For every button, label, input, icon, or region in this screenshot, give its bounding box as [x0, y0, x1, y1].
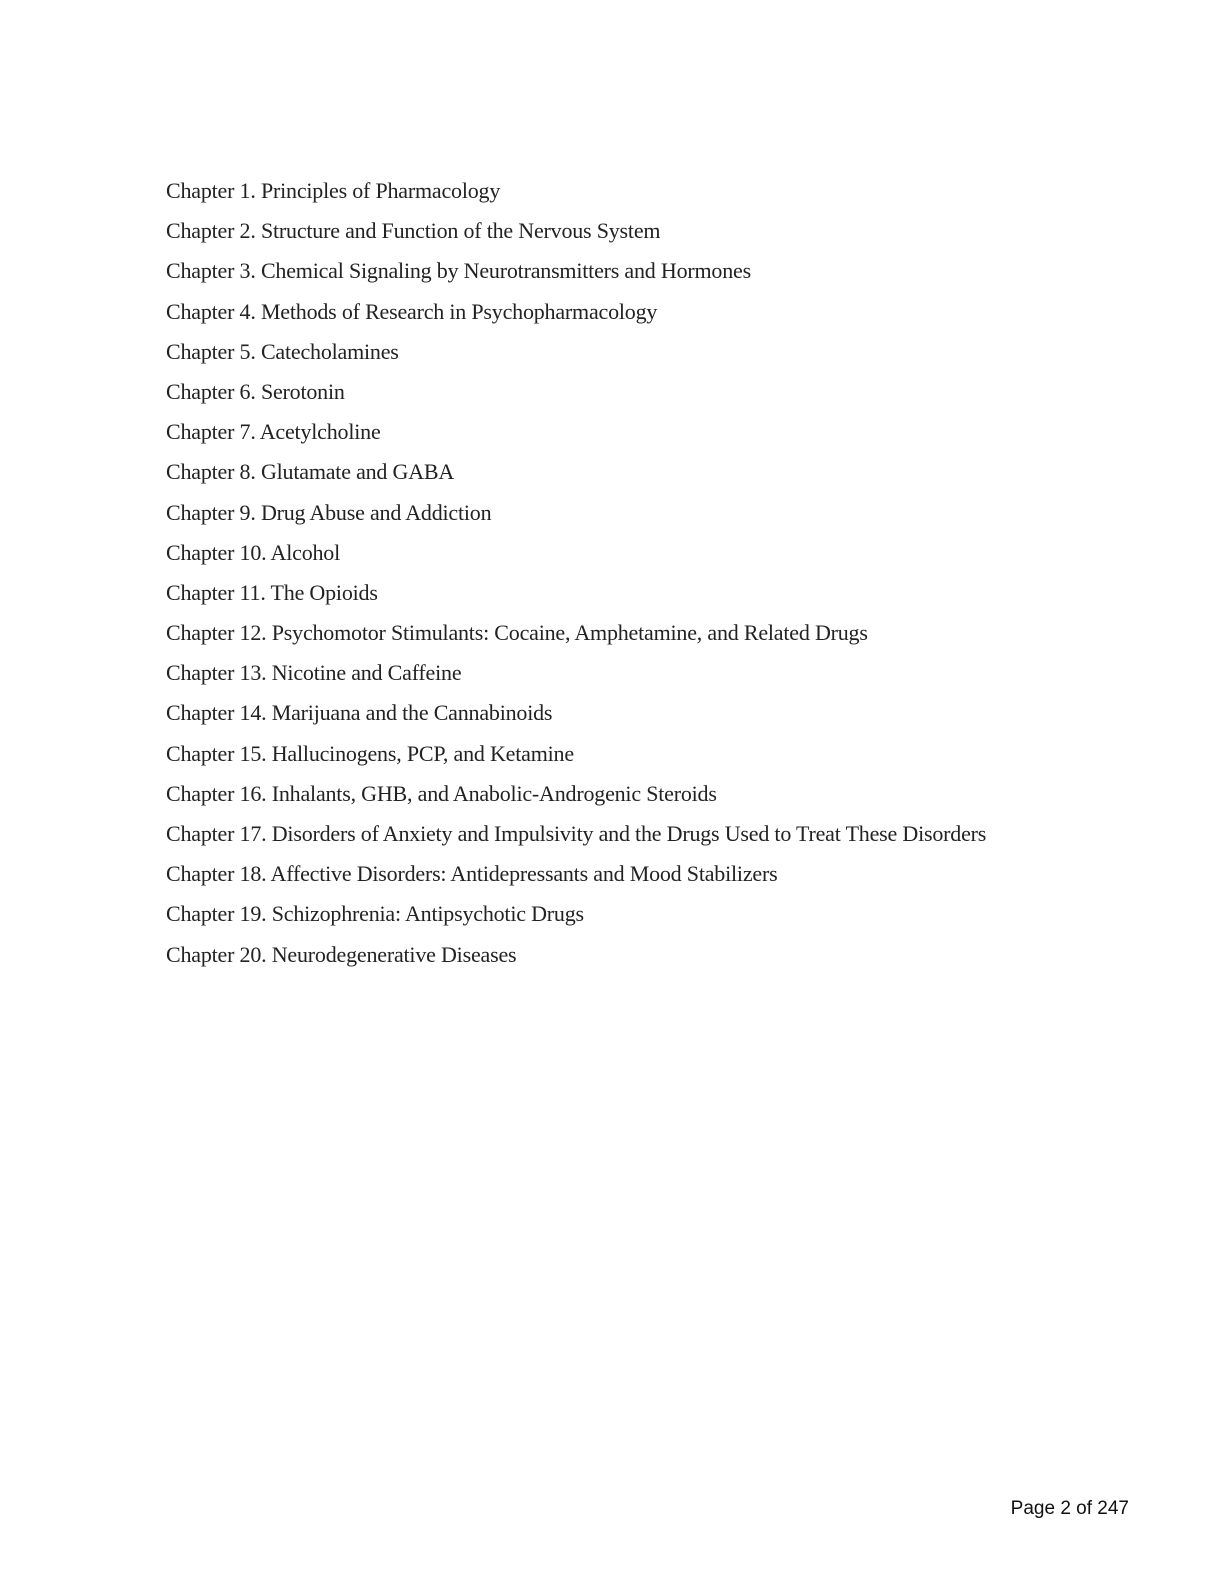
toc-item-chapter-7[interactable]: Chapter 7. Acetylcholine [166, 419, 381, 445]
toc-item-chapter-5[interactable]: Chapter 5. Catecholamines [166, 338, 399, 364]
toc-item-chapter-11[interactable]: Chapter 11. The Opioids [166, 579, 378, 605]
table-of-contents [166, 171, 986, 975]
toc-item-chapter-16[interactable]: Chapter 16. Inhalants, GHB, and Anabolic-Androgenic Steroids [166, 780, 717, 806]
toc-item-chapter-18[interactable]: Chapter 18. Affective Disorders: Antidepressants and Mood Stabilizers [166, 861, 778, 887]
toc-item-chapter-14[interactable]: Chapter 14. Marijuana and the Cannabinoids [166, 700, 553, 726]
toc-item-chapter-4[interactable]: Chapter 4. Methods of Research in Psychopharmacology [166, 298, 658, 324]
toc-item-chapter-15[interactable]: Chapter 15. Hallucinogens, PCP, and Ketamine [166, 740, 574, 766]
toc-item-chapter-10[interactable]: Chapter 10. Alcohol [166, 539, 341, 565]
toc-item-chapter-6[interactable]: Chapter 6. Serotonin [166, 378, 345, 404]
toc-item-chapter-9[interactable]: Chapter 9. Drug Abuse and Addiction [166, 499, 492, 525]
toc-item-chapter-20[interactable]: Chapter 20. Neurodegenerative Diseases [166, 941, 517, 967]
toc-item-chapter-19[interactable]: Chapter 19. Schizophrenia: Antipsychotic Drugs [166, 901, 584, 927]
toc-item-chapter-13[interactable]: Chapter 13. Nicotine and Caffeine [166, 660, 462, 686]
toc-item-chapter-1[interactable]: Chapter 1. Principles of Pharmacology [166, 178, 501, 203]
toc-item-chapter-2[interactable]: Chapter 2. Structure and Function of the Nervous System [166, 218, 661, 244]
toc-item-chapter-17[interactable]: Chapter 17. Disorders of Anxiety and Impulsivity and the Drugs Used to Treat These Disorders [166, 821, 987, 846]
toc-item-chapter-8[interactable]: Chapter 8. Glutamate and GABA [166, 459, 455, 485]
toc-item-chapter-3[interactable]: Chapter 3. Chemical Signaling by Neurotransmitters and Hormones [166, 258, 751, 284]
page-number: Page 2 of 247 [1010, 1498, 1129, 1519]
toc-item-chapter-12[interactable]: Chapter 12. Psychomotor Stimulants: Cocaine, Amphetamine, and Related Drugs [166, 620, 868, 646]
